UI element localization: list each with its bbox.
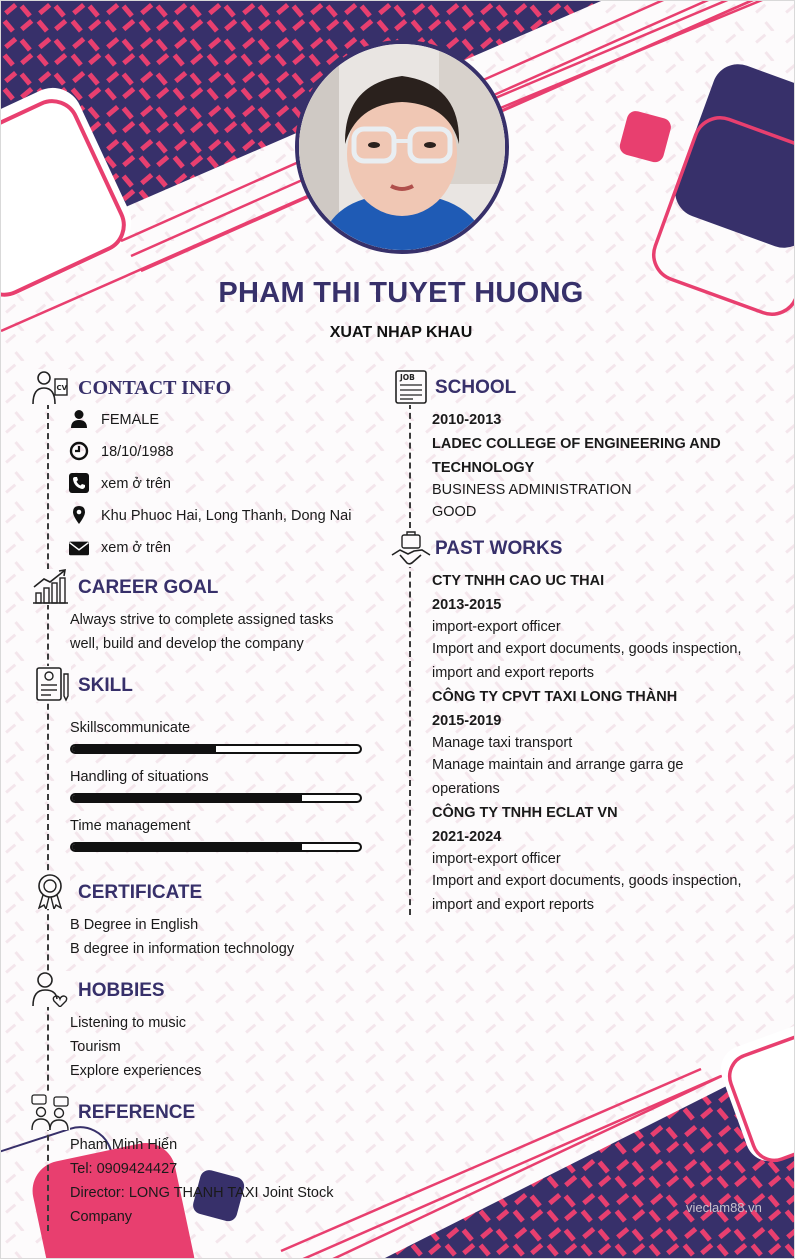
cv-person-icon: [30, 369, 70, 405]
skill-bar-fill: [72, 795, 302, 801]
school-grade: GOOD: [432, 504, 477, 520]
reference-people-icon: [30, 1094, 70, 1130]
profile-photo: [295, 40, 509, 254]
job-line: import-export officer: [432, 851, 561, 867]
envelope-icon: [69, 538, 89, 558]
hobby-item: Listening to music: [70, 1015, 187, 1031]
contact-phone: xem ở trên: [101, 476, 171, 492]
contact-title: CONTACT INFO: [78, 377, 232, 399]
phone-icon: [69, 473, 89, 493]
reference-phone: Tel: 0909424427: [70, 1161, 178, 1177]
job-line: operations: [432, 781, 500, 797]
job-line: Manage taxi transport: [432, 735, 573, 751]
reference-company: Company: [70, 1209, 133, 1225]
school-period: 2010-2013: [432, 412, 502, 428]
growth-chart-icon: [30, 569, 70, 605]
job-line: import-export officer: [432, 619, 561, 635]
svg-text:JOB: JOB: [400, 373, 415, 382]
reference-title: REFERENCE: [78, 1102, 196, 1123]
job-period: 2021-2024: [432, 829, 502, 845]
skill-name: Skillscommunicate: [70, 720, 191, 736]
certificate-line-2: B degree in information technology: [70, 941, 295, 957]
past-works-title: PAST WORKS: [435, 538, 563, 559]
skill-bar: [70, 744, 362, 754]
job-period: 2015-2019: [432, 713, 502, 729]
job-line: import and export reports: [432, 665, 594, 681]
job-title: XUAT NHAP KHAU: [329, 324, 473, 341]
contact-gender: FEMALE: [101, 412, 160, 428]
skill-title: SKILL: [78, 675, 133, 696]
skill-name: Handling of situations: [70, 769, 209, 785]
job-line: Import and export documents, goods inspection,: [432, 873, 742, 889]
school-name-line-1: LADEC COLLEGE OF ENGINEERING AND: [432, 436, 721, 452]
person-icon: [69, 409, 89, 429]
contact-birthdate: 18/10/1988: [101, 444, 174, 460]
hobbies-title: HOBBIES: [78, 980, 165, 1001]
svg-text:CV: CV: [56, 384, 68, 392]
skill-bar-fill: [72, 746, 216, 752]
reference-position: Director: LONG THANH TAXI Joint Stock: [70, 1185, 334, 1201]
job-document-icon: [391, 369, 431, 405]
contact-email: xem ở trên: [101, 540, 171, 556]
job-line: Import and export documents, goods inspection,: [432, 641, 742, 657]
location-pin-icon: [69, 505, 89, 525]
clock-icon: [69, 441, 89, 461]
right-column-line: [409, 403, 411, 915]
certificate-title: CERTIFICATE: [78, 882, 203, 903]
hobby-item: Tourism: [70, 1039, 121, 1055]
candidate-name: PHAM THI TUYET HUONG: [218, 277, 584, 309]
contact-address: Khu Phuoc Hai, Long Thanh, Dong Nai: [101, 508, 352, 524]
career-goal-line-1: Always strive to complete assigned tasks: [70, 612, 334, 628]
job-company: CTY TNHH CAO UC THAI: [432, 573, 605, 589]
job-company: CÔNG TY CPVT TAXI LONG THÀNH: [432, 689, 678, 705]
skill-name: Time management: [70, 818, 191, 834]
skill-document-icon: [31, 666, 71, 702]
job-period: 2013-2015: [432, 597, 502, 613]
reference-name: Pham Minh Hiển: [70, 1137, 178, 1153]
certificate-line-1: B Degree in English: [70, 917, 199, 933]
watermark: vieclam88.vn: [686, 1200, 762, 1215]
skill-bar-fill: [72, 844, 302, 850]
school-title: SCHOOL: [435, 377, 517, 398]
skill-bar: [70, 842, 362, 852]
job-line: import and export reports: [432, 897, 594, 913]
career-goal-line-2: well, build and develop the company: [70, 636, 304, 652]
school-major: BUSINESS ADMINISTRATION: [432, 482, 632, 498]
skill-bar: [70, 793, 362, 803]
hobbies-person-icon: [30, 971, 70, 1007]
job-line: Manage maintain and arrange garra ge: [432, 757, 684, 773]
hobby-item: Explore experiences: [70, 1063, 202, 1079]
school-name-line-2: TECHNOLOGY: [432, 460, 535, 476]
handshake-briefcase-icon: [391, 531, 431, 567]
job-company: CÔNG TY TNHH ECLAT VN: [432, 805, 618, 821]
career-goal-title: CAREER GOAL: [78, 577, 219, 598]
award-medal-icon: [30, 873, 70, 909]
